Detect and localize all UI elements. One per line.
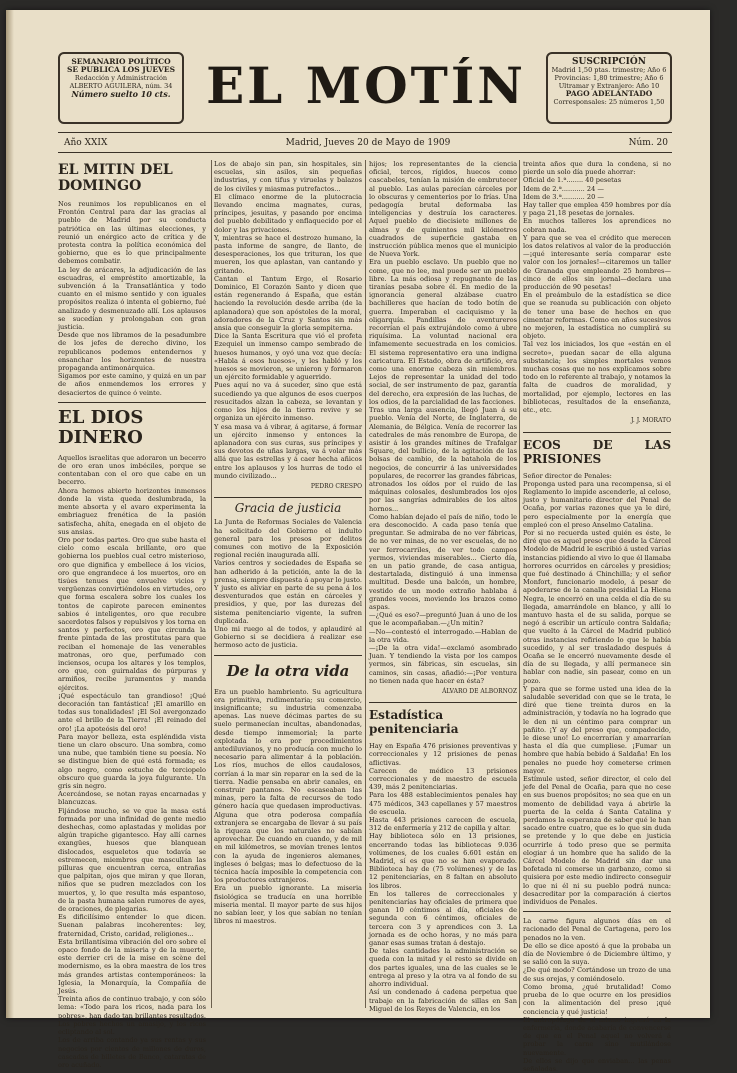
- dateline-number: Núm. 20: [628, 138, 668, 148]
- headline: ECOS DE LAS PRISIONES: [523, 437, 671, 466]
- paragraph: Era un pueblo ignorante. La miseria fisiológica se traducía en una horrible miseria mental. Il mayor parte de sus hijos no sabían leer, y los que sabían no tenían libros ni maestros.: [214, 884, 362, 926]
- signature: ÁLVARO DE ALBORNOZ: [442, 688, 517, 695]
- table-line: Oficial de 1.ª........ 40 pesetas: [523, 176, 622, 185]
- column-2: [214, 160, 362, 1018]
- paragraph: —¡De la otra vida!—exclamó asombrado Juan. Y tendiendo la vista por los campos yermos, sin fábricas, sin escuelas, sin caminos, sin casas, añadió:—¡Por ventura no tienen nada que hacer en ésta?: [369, 643, 517, 685]
- paragraph: Tras una larga ausencia, llegó Juan á su pueblo. Venía del Norte, de Inglaterra, de Alemania, de Bélgica. Venía de recorrer las catedrales de más renombre de Europa, de asistir á los grandes mítines de Trafalgar Square, del bullicio, de la agitación de las bolsas de cambio, de la batahola de los negocios, de concurrir á las universidades populares, de recorrer las grandes fábricas, atronados los oídos por el ruido de las máquinas colosales, deslumbrados los ojos por las sangrías admirables de los altos hornos...: [369, 406, 517, 513]
- paragraph: Cantan el Tantum Ergo, el Rosario Dominico, El Corazón Santo y dicen que están regenerando á España, que están haciendo la revolución desde arriba (de la aplanadora) que son apóstoles de la moral, adoradores de la Cruz y Santos sin más ansia que conseguir la gloria sempiterna.: [214, 274, 362, 333]
- paragraph: Fijándose mucho, se ve que la masa está formada por una infinidad de gente medio deshechas, como aplastadas y molidas por algún trapiche gigantesco. Hay allí carnes exangües, huesos que blanquean dislocados, esqueletos que todavía se estremecen, miembros que mascullan las pilluras que encuentran cerca, entrañas que palpitan, ojos que miran y que lloran, niños que se pudren mezclados con los muertos, y, lo que resulta más espantoso, de la pasta humana salen rumores de ayes, de oraciones, de plegarias.: [58, 806, 206, 914]
- subscription-box: [546, 52, 672, 124]
- paragraph: Acercándose, se notan rayas encarnadas y blancuzcas.: [58, 790, 206, 807]
- left-box-line: SEMANARIO POLÍTICO: [71, 57, 171, 66]
- left-box-price: Número suelto 10 cts.: [71, 89, 171, 99]
- paragraph: Los de abajo sin pan, sin hospitales, sin escuelas, sin asilos, sin pequeñas industrias, y con tifus y viruelas y balazos de los civiles y miasmas putrefactos...: [214, 160, 362, 193]
- paragraph: —No—contestó el interrogado.—Hablan de la otra vida.: [369, 627, 517, 644]
- column-divider: [365, 160, 366, 1008]
- paragraph: La ley de arácares, la adjudicación de las escuadras, el empréstito amortizable, la subvención á la Transatlántica y todo cuanto en el mismo sentido y con iguales propósitos realiza ó intenta el gobierno, fué analizado y desmenuzado allí. Los aplausos se sucedían y prolongaban con gran justicia.: [58, 265, 206, 332]
- paragraph: Desde que nos libramos de la pesadumbre de los jefes de derecho divino, los republicanos podemos entendernos y ensanchar los horizontes de nuestra propaganda antimonárquica.: [58, 331, 206, 373]
- paragraph: Y, mientras se hace el destrozo humano, la pasta informe de sangre, de llanto, de desesperaciones, los que trituran, los que mueren, los que aplastan, van cantando y gritando.: [214, 233, 362, 275]
- column-3: [369, 160, 517, 1018]
- separator: [58, 402, 206, 403]
- subscription-line: Provincias: 1,80 trimestre; Año 6: [554, 74, 664, 82]
- subscription-line: Corresponsales: 25 números 1,50: [553, 98, 665, 106]
- paragraph: La Junta de Reformas Sociales de Valencia ha solicitado del Gobierno el indulto general para los presos por delitos comunes con motivo de la Exposición regional recién inaugurada allí.: [214, 518, 362, 560]
- paragraph: Varios centros y sociedades de España se han adherido á la petición, ante la de la prensa, siempre dispuesta á apoyar lo justo. Y justo es aliviar en parte de su pena á los desventurados que están en cárceles y presidios, y que, por las durezas del sistema penitenciario vigente, la sufren duplicada.: [214, 559, 362, 625]
- paragraph: De ellos se dijo que enviaban... las penas señaladas.: [523, 1056, 671, 1073]
- paragraph: La carne figura algunos días en el racionado del Penal de Cartagena, pero los penados no la ven.: [523, 917, 671, 942]
- paragraph: Para los 488 establecimientos penales hay 475 médicos, 343 capellanes y 57 maestros de escuela.: [369, 791, 517, 816]
- header-rule-bottom: [58, 152, 672, 153]
- paragraph: De tales cantidades la administración se queda con la mitad y el resto se divide en dos partes iguales, una de las cuales se le entrega al preso y la otra va al fondo de su ahorro individual.: [369, 947, 517, 989]
- paragraph: De ello se dice apostó á que la probaba un día de Noviembre ó de Diciembre último, y se salió con la suya.: [523, 941, 671, 967]
- left-box-line: ALBERTO AGUILERA, núm. 34: [69, 82, 173, 90]
- paragraph: Y esa masa va á vibrar, á agitarse, á formar un ejército inmenso y entonces la aplanadora con sus curas, sus príncipes y sus devotos de uñas largas, va á volar más allá que las estrellas y á caer hecha añicos entre los aplausos y los hurras de todo el mundo civilizado...: [214, 422, 362, 480]
- paragraph: Pues aquí no va á suceder, sino que está sucediendo ya que algunos de esos cuerpos resucitados alzan la cabeza, se levantan y como los hijos de la tierra revive y se organiza un ejército inmenso.: [214, 381, 362, 423]
- paragraph: Treinta años de continuo trabajo, y con sólo lema: «Todo para los ricos, nada para los pobres», han dado tan brillantes resultados. Los pobres hechos un amasijo, y los ricos ecliptando al sol.: [58, 995, 206, 1037]
- paragraph: Era un pueblo esclavo. Un pueblo que no come, que no lee, mal puede ser un pueblo libre. La más odiosa y repugnante de las tiranías pesaba sobre él. En medio de la ignorancia general alzábase cuatro bachilleres que hacían de todo botín de guerra. Imperaban el caciquismo y la oligarquía. Pandillas de aventureros recorrían el país extrujándolo como á ubre riquísima. La voluntad nacional era infamemente secuestrada en los comicios. El sistema representativo era una indigna caricatura. El Estado, obra de artificio, era como una enorme cabeza sin miembros. Lejos de representar la unidad del todo social, de ser instrumento de paz, garantía del derecho, era expresión de las luchas, de los odios, de la parcialidad de las facciones.: [369, 258, 517, 406]
- paragraph: Por si no recuerda usted quién es éste, le diré que es aquel preso que desde la Cárcel Modelo de Madrid le escribió á usted varias instancias pidiendo al vivo lo que él llamaba horrores ocurridos en cárceles y presidios; que fué destinado á Chinchilla; y el señor Monfort, funcionario modelo, á pesar de apoderarse de la canalla presidial La Hiena Negra, le encerró en una celda el día de su llegada, amarrándole en blanco, y allí lo mantuvo hasta el de su salida, porque se negó á escribir un artículo contra Saldaña; que vuelto á la Cárcel de Madrid publicó otras instancias refiriendo lo que le había sucedido, y al ser trasladado después á Ocaña se le encerró nuevamente desde el día de su llegada, y allí permanece sin hablar con nadie, sin pasear, como en un pozo.: [523, 528, 671, 685]
- paragraph: Esta brillantísima vibración del oro sobre el opaco fondo de la miseria y de la muerte, este derrier cri de la mise en scène del modernismo, es la obra maestra de los tres más grandes artistas contemporáneos: la Iglesia, la Monarquía, la Compañía de Jesús.: [58, 937, 206, 996]
- paragraph: Proponga usted para una recompensa, si el Reglamento lo impide ascenderle, al celoso, justo y humanitario director del Penal de Ocaña, por varias razones que ya le diré, pero especialmente por la energía que empleó con el preso Anselmo Catalina.: [523, 479, 671, 529]
- signature: J. J. MORATO: [630, 417, 671, 425]
- separator: [523, 911, 671, 912]
- paragraph: En muchos talleres los aprendices no cobran nada.: [523, 217, 671, 234]
- paragraph: El clímaco enorme de la plutocracia llevando encima magnates, curas, príncipes, jesuitas, y pasando por encima del pueblo debilitado y enflaquecido por el dolor y las privaciones.: [214, 192, 362, 234]
- paragraph: Tal vez los iniciados, los que «están en el secreto», puedan sacar de ella alguna substancia; los simples mortales vemos muchas cosas que no nos explicamos sobre todo en lo referente al trabajo, y notamos la falta de cuadros de moralidad, y mortalidad, por ejemplo, lectores en las bibliotecas, resultados de la enseñanza, etc., etc.: [523, 340, 671, 415]
- paragraph: ¡Qué espectáculo tan grandioso! ¡Qué decoración tan fantástica! ¡El amarillo en todas sus tonalidades! ¡El Sol avergonzado ante el brillo de la Tierra! ¡El reinado del oro! ¡La apoteósis del oro!: [58, 691, 206, 733]
- paragraph: Y para que se forme usted una idea de la saludable severidad con que se le trata, le diré que tiene treinta duros en la administración, y todavía no ha logrado que le den ni un céntimo para comprar un pañito. ¡Y ay del preso que, compadecido, le diese uno! Lo encerrarían y amarrarían hasta el día que cumpliese. ¡Fumar un hombre que había bebido á Saldaña! En los penales no puede hoy cometerse crimen mayor.: [523, 684, 671, 775]
- paragraph: ¿De qué modo? Cortándose un trozo de una de sus orejas, y comiéndoselo.: [523, 966, 671, 983]
- left-info-box: [58, 52, 184, 124]
- dateline-year: Año XXIX: [64, 138, 108, 148]
- separator: [214, 497, 362, 498]
- paragraph: hijos; los representantes de la ciencia oficial, tercos, rígidos, huecos como cascabeles, tenían la misión de embrutecer al pueblo. Las aulas parecían cárceles por lo obscuras y cementerios por lo frías. Una pedagogía brutal deformaba las inteligencias y destruía los caracteres. Aquel pueblo de diecisiete millones de almas y de quinientos mil kilómetros cuadrados de superficie gastaba en instrucción pública menos que el municipio de Nueva York.: [369, 160, 517, 259]
- paragraph: Carecen de médico 13 prisiones correccionales y de maestro de escuela 439, más 2 penitenciarias.: [369, 766, 517, 792]
- headline: EL DIOS DINERO: [58, 406, 144, 448]
- column-1: [58, 160, 206, 1069]
- paragraph: Uno mi ruego al de todos, y aplaudiré al Gobierno si se decidiera á realizar ese hermoso acto de justicia.: [214, 624, 362, 650]
- left-box-line: SE PUBLICA LOS JUEVES: [66, 65, 176, 74]
- dateline-date: Madrid, Jueves 20 de Mayo de 1909: [285, 138, 451, 148]
- signature: PEDRO CRESPO: [310, 482, 362, 490]
- newspaper-page: [6, 10, 710, 1073]
- paragraph: Los de arriba contando ya sus rentas y sus negocios por cientos de millones de duros, cascadas de billetes de Banco, cataratas de oro acuñado.: [58, 1036, 206, 1069]
- paragraph: Oro por todas partes. Oro que sube hasta el cielo como escala brillante, oro que gobierna los pueblos cual cetro misterioso, oro que dignifica y embellece á los vicios, oro que engrandece á los muertos, oro en tisúes tenues que envuelve vicios y vergüenzas convirtiéndolos en virtudes, oro que forma escalera sobre los cuales los tontos de capirote parecen eminentes sabios é inteligentes, oro que recubre sacerdotes falsos y repulsivos y los torna en santos y perfectos, oro que circunda la frente pintada de las prostitutas para que reciban el homenaje de las venerables matronas, oro que, perfumado con inciensos, ocupa los altares y los templos, oro que, con guirnaldas de púrpuras y armiños, recibe juramentos y manda ejércitos.: [58, 535, 206, 692]
- headline: Gracia de justicia: [234, 501, 342, 516]
- headline: Estadística penitenciaria: [369, 708, 459, 737]
- paragraph: Así un condenado á cadena perpetua que trabaje en la fabricación de sillas en San Miguel de los Reyes de Valencia, en los: [369, 988, 517, 1013]
- paragraph: Aquellos israelitas que adoraron un becerro de oro eran unos imbéciles, porque se contentaban con el oro que cabe en un becerro.: [58, 453, 206, 487]
- dateline: [64, 138, 668, 148]
- subscription-line: Madrid 1,50 ptas. trimestre; Año 6: [551, 66, 667, 74]
- paragraph: En el preámbulo de la estadística se dice que se reanuda su publicación con objeto de tener una base de hechos en que cimentar reformas. Como en años sucesivos no mejoren, la estadística no cumplirá su objeto.: [523, 291, 671, 341]
- masthead-title: EL MOTÍN: [206, 56, 526, 115]
- paragraph: Estímule usted, señor director, el celo del jefe del Penal de Ocaña, para que no cese en sus buenos propósitos; no sea que en un momento de debilidad vaya á abrirle la puerta de la celda á Santa Catalina y perdamos la esperanza de saber qué le han sacado entre cuatro, que es lo que sin duda se pretende y lo que debe en justicia ocurrirle á todo preso que se permita elogiar á un hombre que ha salido de la Cárcel Modelo de Madrid sin dar una bofetada ni comerse un garbanzo, como si quisiera por este medio indirecto conseguir lo que ni él ni su pueblo podrá nunca: desacreditar por la comparación á ciertos individuos de Penales.: [523, 775, 671, 907]
- subscription-line: Ultramar y Extranjero: Año 10: [558, 82, 660, 90]
- page-spine-shadow: [6, 10, 14, 1018]
- paragraph: Como habían dejado el país de niño, todo le era desconocido. A cada paso tenía que preguntar. Se admiraba de no ver fábricas, de no ver minas, de no ver escuelas, de no ver ferrocarriles, de ver todo campos yermos, viviendas miserables... Cierto día, en un patio grande, de casa antigua, destartalada, distinguió á una inmensa multitud. Desde una balcón, un hombre, vestido de un modo extraño hablaba á grandes voces, moviendo los brazos como aspas.: [369, 512, 517, 611]
- subscription-title: SUSCRIPCIÓN: [572, 57, 646, 67]
- headline: De la otra vida: [226, 661, 350, 680]
- headline: EL MITIN DEL DOMINGO: [58, 162, 173, 194]
- subscription-line: PAGO ADELANTADO: [565, 89, 653, 98]
- paragraph: treinta años que dura la condena, si no pierde un solo día puede ahorrar:: [523, 160, 671, 177]
- paragraph: Hasta 443 prisiones carecen de escuela, 312 de enfermería y 212 de capilla y altar.: [369, 816, 517, 833]
- separator: [369, 702, 517, 703]
- paragraph: Y para que se vea el crédito que merecen los datos relativos al valor de la producción—¡qué interesante sería comparar este valor con los jornales!—citaremos un taller de Granada que empleando 25 hombres—cinco de ellos sin jornal—declara una producción de 90 pesetas!: [523, 233, 671, 292]
- paragraph: Para mayor belleza, esta espléndida vista tiene un claro obscuro. Una sombra, como una nube, que también tiene su poesía. No se distingue bien de qué está formada; es algo negro, como estuche de terciopelo obscuro que guarda la joya fulgurante. Un gris sin negro.: [58, 732, 206, 790]
- header-rule-top: [58, 132, 672, 133]
- paragraph: Es dificilísimo entender lo que dicen. Suenan palabras incoherentes: ley, fraternidad, Cristo, caridad, religiones...: [58, 913, 206, 938]
- paragraph: Ahora hemos abierto horizontes inmensos donde la vista queda deslumbrada, la mente absorta y el avaro experimenta la embriaguez frenética de la pasión satisfecha, ahíta, enegada en el objeto de sus ansias.: [58, 486, 206, 536]
- paragraph: Hay taller que emplea 459 hombres por día y paga 21,18 pesetas de jornales.: [523, 201, 671, 218]
- column-divider: [211, 160, 212, 1008]
- separator: [214, 655, 362, 656]
- table-line: Idem de 2.ª........... 24 —: [523, 184, 604, 193]
- separator: [523, 432, 671, 433]
- paragraph: —¿Qué es eso?—preguntó Juan á uno de los que le acompañaban.—¿Un mitin?: [369, 611, 517, 628]
- paragraph: Como broma, ¿qué brutalidad! Como prueba de lo que ocurre en los presidios con la alimentación del preso ¡qué conciencia y qué justicia!: [523, 982, 671, 1016]
- paragraph: Sigamos por este camino, y quizá en un par de años enmendemos los errores y desaciertos de quince ó veinte.: [58, 372, 206, 397]
- paragraph: Dice la Santa Escritura que vió el profeta Ezequiel un inmenso campo sembrado de huesos humanos, y oyó una voz que decía: «Habla á esos huesos», y les habló y los huesos se movieron, se unieron y formaron un ejército formidable y aguerrido.: [214, 332, 362, 382]
- column-divider: [519, 160, 520, 1008]
- paragraph: En los talleres de correccionales y penitenciarías hay oficiales de primera que ganan 10 céntimos al día, oficiales de segunda con 6 céntimos, oficiales de tercera con 3 y aprendices con 3. La jornada es de ocho horas, y no más para ganar esas sumas tratan á destajo.: [369, 889, 517, 948]
- paragraph: Señor director de Penales:: [523, 471, 612, 480]
- table-line: Idem de 3.ª........... 20 —: [523, 192, 604, 201]
- paragraph: Nos reunimos los republicanos en el Frontón Central para dar las gracias al pueblo de Madrid por su conducta patriótica en las últimas elecciones, y reunió un enérgico acto de crítica y de protesta contra la política económica del gobierno, que es lo que principalmente debemos combatir.: [58, 200, 206, 266]
- paragraph: Era un pueblo hambriento. Su agricultura era primitiva, rudimentaria; su comercio, insignificante; su industria comenzaba apenas. Las nueve décimas partes de su suelo permanecían incultas, abandonadas, desde tiempo inmemorial; la parte explotada lo era por procedimientos antediluvianos, y no producía con mucho lo necesario para alimentar á la población. Los ríos, muchos de ellos caudalosos, corrían á la mar sin reparar en la sed de la tierra. Nadie pensaba en abrir canales, en construir pantanos. No escaseaban las minas, pero la falta de recursos de todo género hacía que quedasen improductivas. Alguna que otra poderosa compañía extranjera se encargaba de llevar á su país la riqueza que los naturales no sabían aprovechar. De cuando en cuando, y de mil en mil kilómetros, se movían trenes lentos con la ayuda de ingenieros alemanes, ingleses ó belgas; mas lo defectuoso de la técnica hacía imposible la competencia con los productores extranjeros.: [214, 687, 362, 885]
- paragraph: Hay biblioteca sólo en 13 prisiones, encerrando todas las bibliotecas 9.036 volúmenes, de los cuales 6.601 están en Madrid, sí es que no se han evaporado. Biblioteca hay de (75 volúmenes) y de las 12 penitenciarías, en 8 faltan en absoluto los libros.: [369, 832, 517, 890]
- left-box-line: Redacción y Administración: [74, 74, 168, 82]
- column-4: [523, 160, 671, 1073]
- paragraph: El antropófago de sí mismo ingresó en la enfermería, donde acabaría de convencerse de que en el Penal aquel no volverá á probar la carne sino mutilándose nuevamente.: [523, 1015, 671, 1057]
- paragraph: Hay en España 476 prisiones preventivas y correccionales y 12 prisiones de penas aflictivas.: [369, 742, 517, 767]
